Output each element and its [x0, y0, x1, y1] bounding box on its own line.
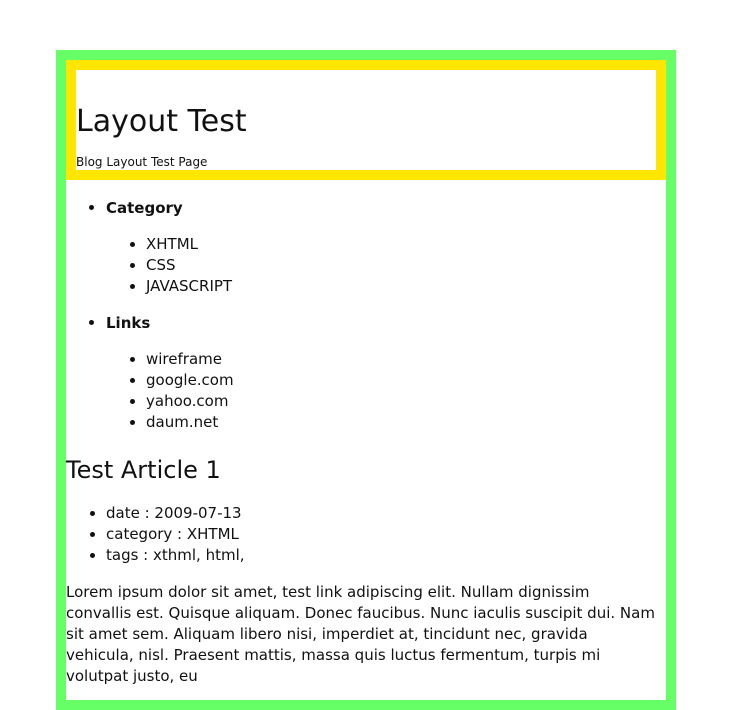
link-google[interactable]: google.com [146, 371, 234, 389]
link-wireframe[interactable]: wireframe [146, 350, 222, 368]
article-meta [66, 503, 666, 566]
category-link-javascript[interactable]: JAVASCRIPT [146, 277, 233, 295]
sidebar-section-links [106, 313, 666, 433]
category-list [106, 234, 666, 297]
link-item[interactable] [146, 391, 666, 412]
links-list [106, 349, 666, 433]
category-link-css[interactable]: CSS [146, 256, 176, 274]
page-wrapper [56, 50, 676, 710]
article-title[interactable]: Test Article 1 [66, 456, 221, 484]
article-meta-category: • category : XHTML [106, 524, 666, 545]
link-item[interactable] [146, 370, 666, 391]
sidebar-heading-links: • Links [106, 314, 151, 332]
category-item[interactable] [146, 255, 666, 276]
site-subtitle: Blog Layout Test Page [76, 155, 208, 169]
category-item[interactable] [146, 234, 666, 255]
article-body: Lorem ipsum dolor sit amet, test link adipiscing elit. Nullam dignissim convallis est. Quisque aliquam. Donec faucibus. Nunc iaculis suscipit dui. Nam sit amet sem. Aliquam libero nisi, imperdiet at, tincidunt nec, gravida vehicula, nisl. Praesent mattis, massa quis luctus fermentum, turpis mi volutpat justo, eu [66, 583, 655, 685]
category-item[interactable] [146, 276, 666, 297]
site-header [66, 60, 666, 180]
article-meta-tags: • tags : xthml, html, [106, 545, 666, 566]
link-item[interactable] [146, 349, 666, 370]
category-link-xhtml[interactable]: XHTML [146, 235, 199, 253]
link-daum[interactable]: daum.net [146, 413, 219, 431]
sidebar-heading-category: • Category [106, 199, 183, 217]
sidebar-section-category [106, 198, 666, 297]
site-title: Layout Test [76, 104, 247, 139]
link-yahoo[interactable]: yahoo.com [146, 392, 229, 410]
sidebar [66, 198, 666, 433]
content-area [66, 180, 666, 687]
link-item[interactable] [146, 412, 666, 433]
article-meta-date: • date : 2009-07-13 [106, 503, 666, 524]
